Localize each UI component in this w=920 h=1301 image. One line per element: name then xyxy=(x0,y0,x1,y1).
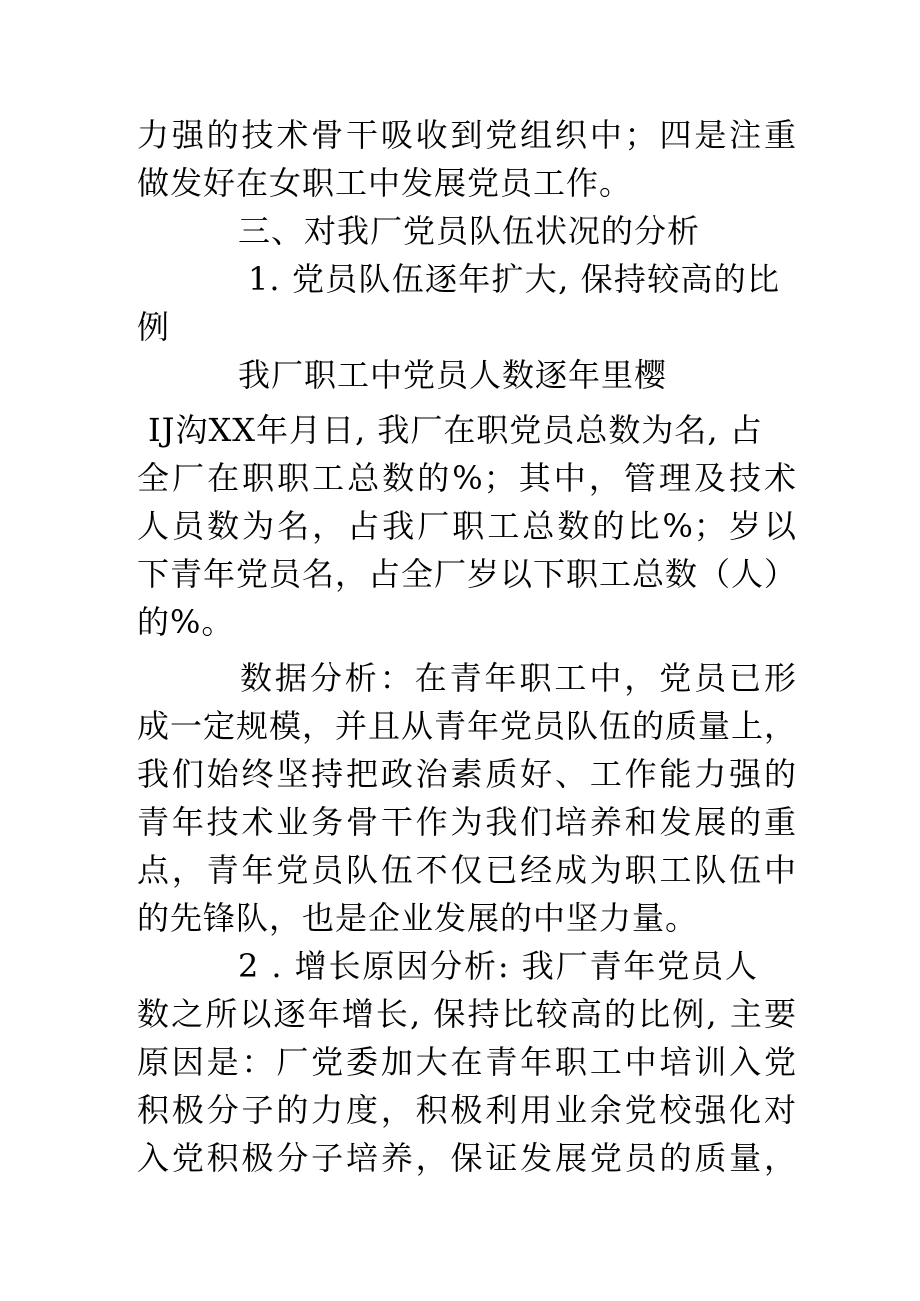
text-line: 人员数为名，占我厂职工总数的比%；岁以 xyxy=(137,507,797,545)
text-line: 原因是：厂党委加大在青年职工中培训入党 xyxy=(137,1043,797,1081)
text-line: 入党积极分子培养，保证发展党员的质量， xyxy=(137,1139,797,1177)
section-heading: 三、对我厂党员队伍状况的分析 xyxy=(238,212,701,250)
text-line: 的先锋队，也是企业发展的中坚力量。 xyxy=(137,899,699,937)
text-line: 成一定规模，并且从青年党员队伍的质量上， xyxy=(137,707,798,745)
text-line: 全厂在职职工总数的%；其中，管理及技术 xyxy=(137,459,797,497)
text-line: 做发好在女职工中发展党员工作。 xyxy=(137,164,633,202)
text-line: 的%。 xyxy=(137,603,235,641)
text-line: 数据分析：在青年职工中，党员已形 xyxy=(240,659,797,697)
text-line: IJ沟XX年月日, 我厂在职党员总数为名, 占 xyxy=(148,411,763,449)
text-line: 数之所以逐年增长, 保持比较高的比例, 主要 xyxy=(137,995,797,1033)
subheading: 2 . 增长原因分析: 我厂青年党员人 xyxy=(238,947,758,985)
text-line: 下青年党员名，占全厂岁以下职工总数（人） xyxy=(137,555,798,593)
text-line: 青年技术业务骨干作为我们培养和发展的重 xyxy=(137,803,797,841)
text-line: 例 xyxy=(137,308,171,346)
text-line: 我厂职工中党员人数逐年里樱 xyxy=(238,356,668,394)
subheading: 1. 党员队伍逐年扩大, 保持较高的比 xyxy=(248,260,780,298)
text-line: 力强的技术骨干吸收到党组织中；四是注重 xyxy=(137,116,797,154)
text-line: 我们始终坚持把政治素质好、工作能力强的 xyxy=(137,755,797,793)
text-line: 点，青年党员队伍不仅已经成为职工队伍中 xyxy=(137,851,797,889)
text-line: 积极分子的力度，积极利用业余党校强化对 xyxy=(137,1091,797,1129)
